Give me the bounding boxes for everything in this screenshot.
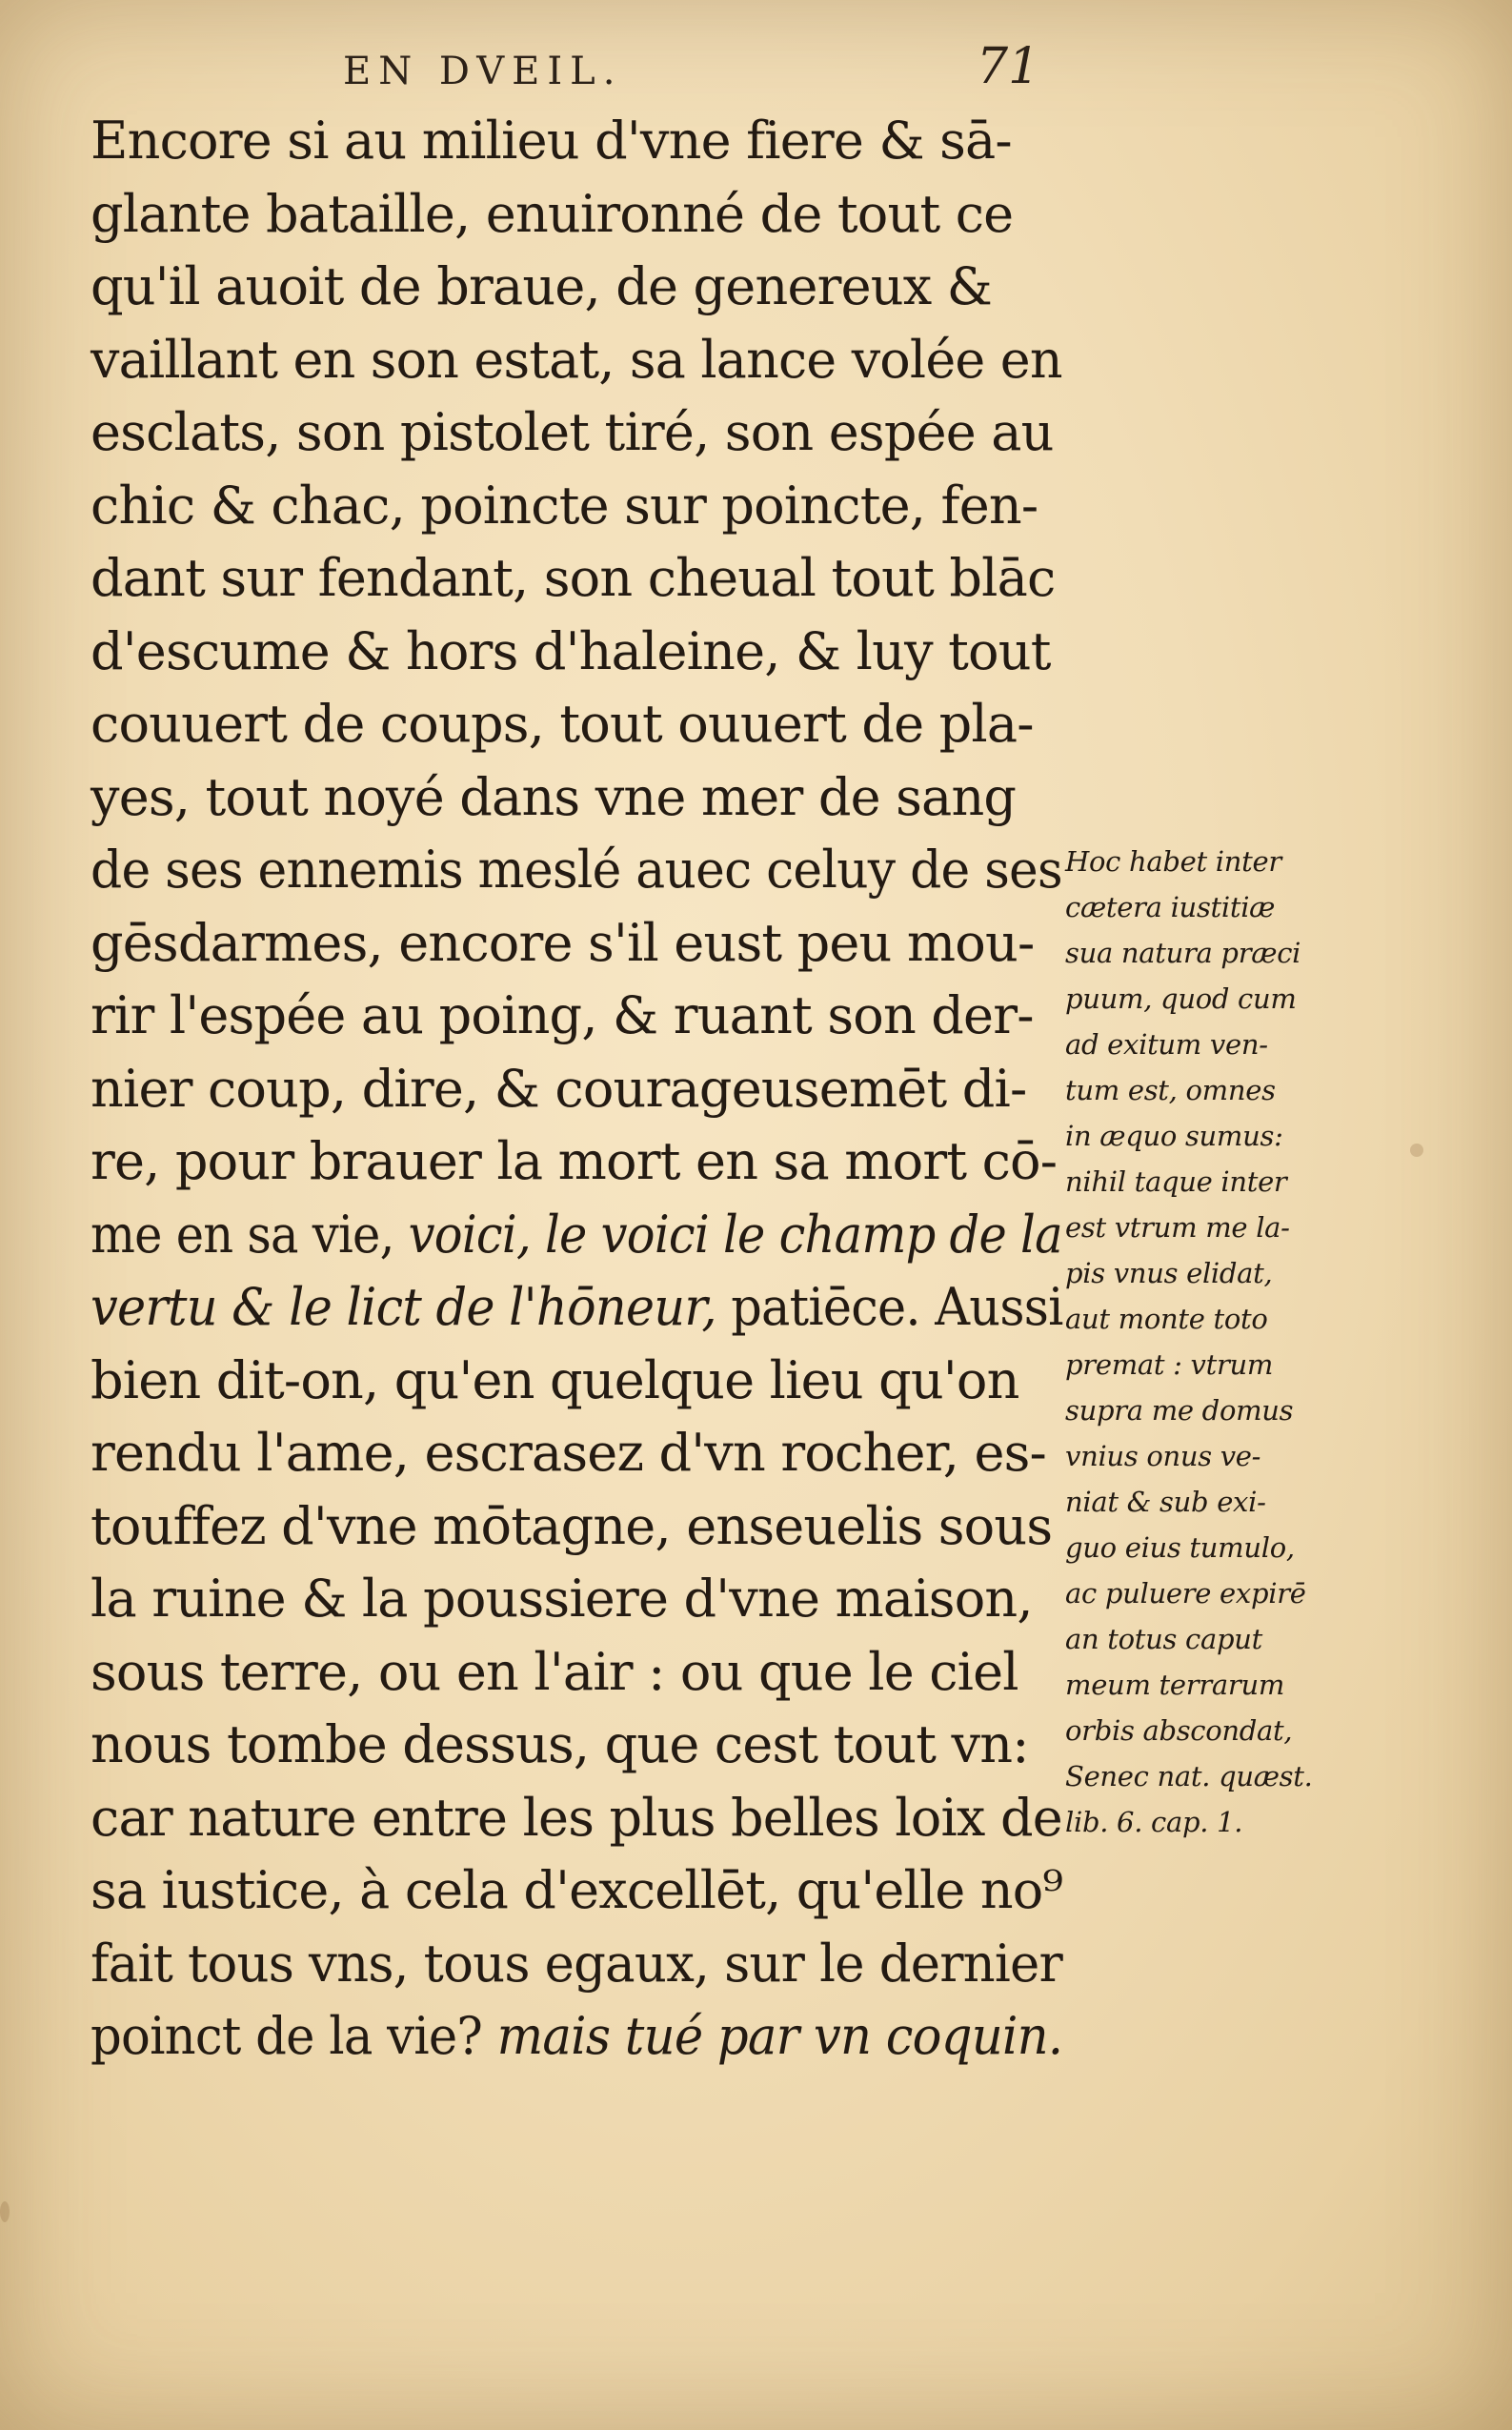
roman-text: poinct de la vie?	[91, 2006, 497, 2066]
marginal-note-line: ac puluere expirē	[1065, 1577, 1306, 1610]
roman-text: la ruine & la poussiere d'vne maison,	[91, 1569, 1033, 1629]
roman-text: esclats, son pistolet tiré, son espée au	[91, 402, 1054, 462]
roman-text: sous terre, ou en l'air : ou que le ciel	[91, 1641, 1018, 1702]
marginal-note-line: niat & sub exi-	[1065, 1486, 1266, 1518]
text-line	[91, 616, 1062, 689]
marginal-note-line: aut monte toto	[1065, 1303, 1268, 1335]
roman-text: dant sur fendant, son cheual tout blāc	[91, 548, 1056, 608]
text-line	[91, 761, 1062, 835]
text-line	[91, 1271, 1063, 1345]
text-line	[91, 1928, 1062, 2001]
marginal-note-line: meum terrarum	[1065, 1669, 1285, 1701]
text-line	[91, 1854, 1063, 1928]
roman-text: rendu l'ame, escrasez d'vn rocher, es-	[91, 1423, 1046, 1483]
marginal-note-line: supra me domus	[1065, 1394, 1294, 1427]
text-line	[91, 251, 1062, 324]
marginal-note-line: pis vnus elidat,	[1065, 1257, 1273, 1289]
roman-text: re, pour brauer la mort en sa mort cō-	[91, 1131, 1058, 1191]
italic-text: vertu & le lict de l'hōneur,	[91, 1277, 716, 1337]
roman-text: yes, tout noyé dans vne mer de sang	[91, 766, 1017, 827]
text-line	[91, 1709, 1062, 1782]
text-line	[91, 1345, 1062, 1418]
text-line	[91, 1053, 1062, 1126]
italic-text: mais tué par vn coquin.	[496, 2006, 1063, 2066]
text-line	[91, 688, 1062, 761]
text-line	[91, 834, 1062, 907]
roman-text: qu'il auoit de braue, de genereux &	[91, 256, 993, 316]
text-line	[91, 1782, 1062, 1855]
roman-text: patiēce. Aussi	[716, 1277, 1063, 1337]
marginal-note-line: Hoc habet inter	[1065, 845, 1281, 878]
marginal-note-line: tum est, omnes	[1065, 1074, 1276, 1106]
marginal-note-line: nihil taque inter	[1065, 1165, 1287, 1198]
marginal-note-line: an totus caput	[1065, 1623, 1262, 1655]
roman-text: nous tombe dessus, que cest tout vn:	[91, 1714, 1029, 1774]
marginal-note-line: cætera iustitiæ	[1065, 891, 1276, 923]
text-line	[91, 1125, 1062, 1199]
marginal-note-line: Senec nat. quæst.	[1065, 1760, 1313, 1792]
text-line	[91, 2000, 1063, 2074]
text-line	[91, 396, 1062, 470]
text-line	[91, 324, 1062, 397]
roman-text: couuert de coups, tout ouuert de pla-	[91, 694, 1034, 754]
text-line	[91, 470, 1062, 543]
marginal-note	[1065, 839, 1370, 1845]
roman-text: gēsdarmes, encore s'il eust peu mou-	[91, 912, 1035, 973]
marginal-note-line: vnius onus ve-	[1065, 1440, 1261, 1472]
roman-text: glante bataille, enuironné de tout ce	[91, 183, 1014, 244]
running-head: EN DVEIL.	[343, 50, 623, 93]
roman-text: d'escume & hors d'haleine, & luy tout	[91, 620, 1051, 681]
roman-text: touffez d'vne mōtagne, enseuelis sous	[91, 1495, 1053, 1556]
roman-text: vaillant en son estat, sa lance volée en	[91, 329, 1062, 390]
text-line	[91, 1490, 1062, 1564]
roman-text: rir l'espée au poing, & ruant son der-	[91, 985, 1034, 1045]
marginal-note-line: premat : vtrum	[1065, 1348, 1274, 1381]
roman-text: Encore si au milieu d'vne fiere & sā-	[91, 111, 1012, 171]
roman-text: car nature entre les plus belles loix de	[91, 1787, 1062, 1848]
text-line	[91, 105, 1062, 178]
paper-blemish	[0, 2201, 10, 2222]
text-line	[91, 907, 1062, 981]
roman-text: de ses ennemis meslé auec celuy de ses	[91, 840, 1062, 900]
roman-text: sa iustice, à cela d'excellēt, qu'elle no⁹	[91, 1860, 1063, 1920]
marginal-note-line: in æquo sumus:	[1065, 1120, 1283, 1152]
roman-text: me en sa vie,	[91, 1204, 409, 1265]
roman-text: fait tous vns, tous egaux, sur le dernier	[91, 1933, 1062, 1994]
marginal-note-line: guo eius tumulo,	[1065, 1531, 1295, 1564]
marginal-note-line: est vtrum me la-	[1065, 1211, 1290, 1244]
text-line	[91, 542, 1062, 616]
text-line	[91, 1636, 1062, 1710]
marginal-note-line: ad exitum ven-	[1065, 1028, 1268, 1061]
text-line	[91, 1563, 1062, 1636]
roman-text: chic & chac, poincte sur poincte, fen-	[91, 475, 1038, 536]
text-line	[91, 1199, 1062, 1272]
paper-blemish	[1410, 1144, 1423, 1157]
marginal-note-line: lib. 6. cap. 1.	[1065, 1806, 1243, 1838]
page-number: 71	[977, 38, 1040, 95]
marginal-note-line: puum, quod cum	[1065, 982, 1297, 1015]
roman-text: nier coup, dire, & courageusemēt di-	[91, 1058, 1027, 1119]
italic-text: voici, le voici le champ de la	[408, 1204, 1062, 1265]
text-line	[91, 178, 1062, 252]
marginal-note-line: orbis abscondat,	[1065, 1714, 1293, 1747]
text-line	[91, 1417, 1062, 1490]
main-text-block	[91, 105, 1062, 2074]
text-line	[91, 980, 1062, 1053]
marginal-note-line: sua natura præci	[1065, 937, 1301, 969]
roman-text: bien dit-on, qu'en quelque lieu qu'on	[91, 1349, 1019, 1410]
